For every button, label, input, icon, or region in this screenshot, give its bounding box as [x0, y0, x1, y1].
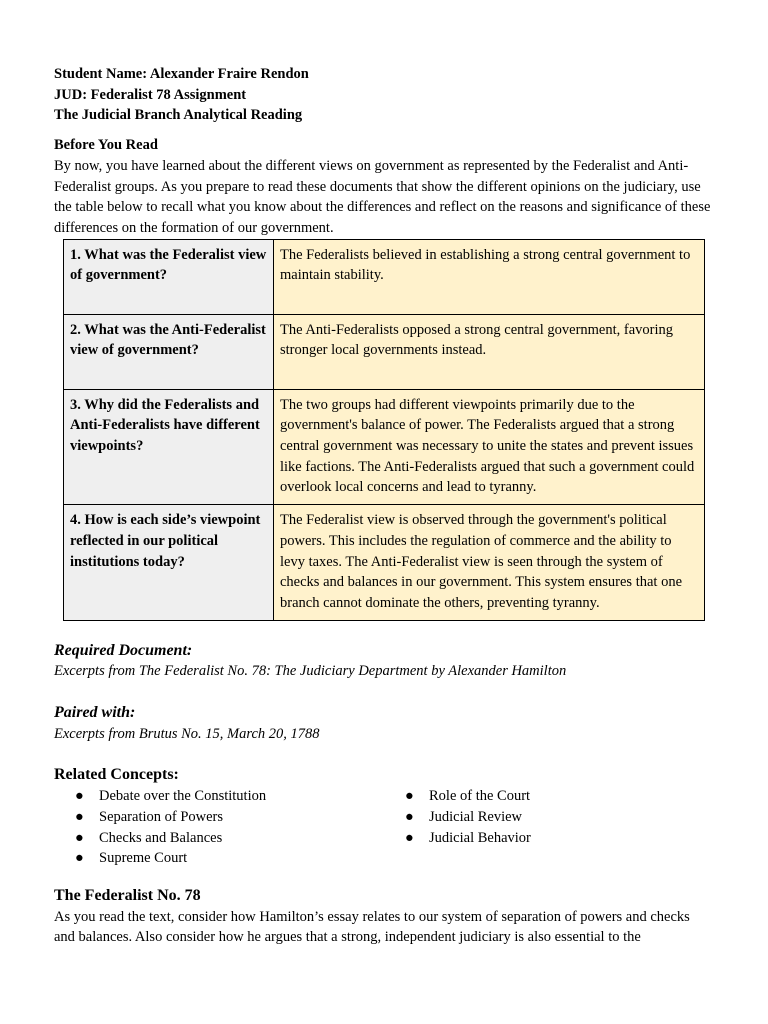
spacer: [54, 744, 714, 765]
bullet-icon: ●: [405, 808, 414, 825]
federalist-78-title: The Federalist No. 78: [54, 886, 201, 904]
bullet-icon: ●: [75, 829, 84, 846]
list-item: [54, 848, 384, 869]
related-concepts-list: [54, 786, 714, 869]
assignment-title: JUD: Federalist 78 Assignment: [54, 86, 247, 103]
paired-with-heading: Paired with:: [54, 704, 136, 722]
table-row: [64, 239, 705, 314]
table-row: [64, 314, 705, 389]
answer-cell[interactable]: The Anti-Federalists opposed a strong central government, favoring stronger local governments instead.: [274, 314, 705, 389]
bullet-icon: ●: [405, 829, 414, 846]
concepts-column-right: [384, 786, 714, 869]
list-item: [54, 828, 384, 849]
concepts-column-left: [54, 786, 384, 869]
spacer: [54, 682, 714, 703]
answer-cell[interactable]: The Federalists believed in establishing a strong central government to maintain stability.: [274, 239, 705, 314]
concept-label: Supreme Court: [99, 850, 188, 867]
answer-cell[interactable]: The Federalist view is observed through the government's political powers. This includes the regulation of commerce and the ability to levy taxes. The Anti-Federalist view is seen through the system of checks and balances in our government. This system ensures that one branch cannot dominate the others, preventing tyranny.: [274, 505, 705, 621]
spacer: [54, 869, 714, 886]
federalist-78-text: As you read the text, consider how Hamilton’s essay relates to our system of separation of powers and checks and balances. Also consider how he argues that a strong, independent judiciary is also essential to the: [54, 908, 690, 946]
spacer: [54, 621, 714, 641]
document-content: [54, 64, 714, 948]
concept-label: Judicial Behavior: [429, 829, 531, 846]
question-cell: 3. Why did the Federalists and Anti-Federalists have different viewpoints?: [64, 389, 274, 505]
comparison-table: [63, 239, 705, 621]
concept-label: Judicial Review: [429, 808, 523, 825]
table-row: [64, 505, 705, 621]
bullet-icon: ●: [75, 850, 84, 867]
related-concepts-heading: Related Concepts:: [54, 766, 179, 784]
table-row: [64, 389, 705, 505]
list-item: [384, 786, 714, 807]
concept-label: Debate over the Constitution: [99, 788, 267, 805]
question-cell: 2. What was the Anti-Federalist view of government?: [64, 314, 274, 389]
concept-label: Role of the Court: [429, 788, 531, 805]
before-you-read-intro: By now, you have learned about the different views on government as represented by the Federalist and Anti-Federalist groups. As you prepare to read these documents that show the different opinions on the judiciary, use the table below to recall what you know about the differences and reflect on the reasons and significance of these differences on the formation of our government.: [54, 157, 711, 236]
list-item: [54, 786, 384, 807]
paired-with-text: Excerpts from Brutus No. 15, March 20, 1788: [54, 725, 320, 742]
list-item: [384, 807, 714, 828]
before-you-read-title: Before You Read: [54, 137, 158, 154]
bullet-icon: ●: [405, 788, 414, 805]
question-cell: 1. What was the Federalist view of government?: [64, 239, 274, 314]
concept-label: Separation of Powers: [99, 808, 224, 825]
bullet-icon: ●: [75, 788, 84, 805]
student-name: Student Name: Alexander Fraire Rendon: [54, 66, 309, 82]
bullet-icon: ●: [75, 808, 84, 825]
question-cell: 4. How is each side’s viewpoint reflected in our political institutions today?: [64, 505, 274, 621]
list-item: [54, 807, 384, 828]
required-document-heading: Required Document:: [54, 641, 193, 659]
answer-cell[interactable]: The two groups had different viewpoints primarily due to the government's balance of power. The Federalists argued that a strong central government was necessary to unite the states and prevent issues like factions. The Anti-Federalists argued that such a government could overlook local concerns and lead to tyranny.: [274, 389, 705, 505]
concept-label: Checks and Balances: [99, 829, 223, 846]
page-subtitle: The Judicial Branch Analytical Reading: [54, 107, 303, 124]
list-item: [384, 828, 714, 849]
required-document-text: Excerpts from The Federalist No. 78: The Judiciary Department by Alexander Hamilton: [54, 663, 567, 680]
